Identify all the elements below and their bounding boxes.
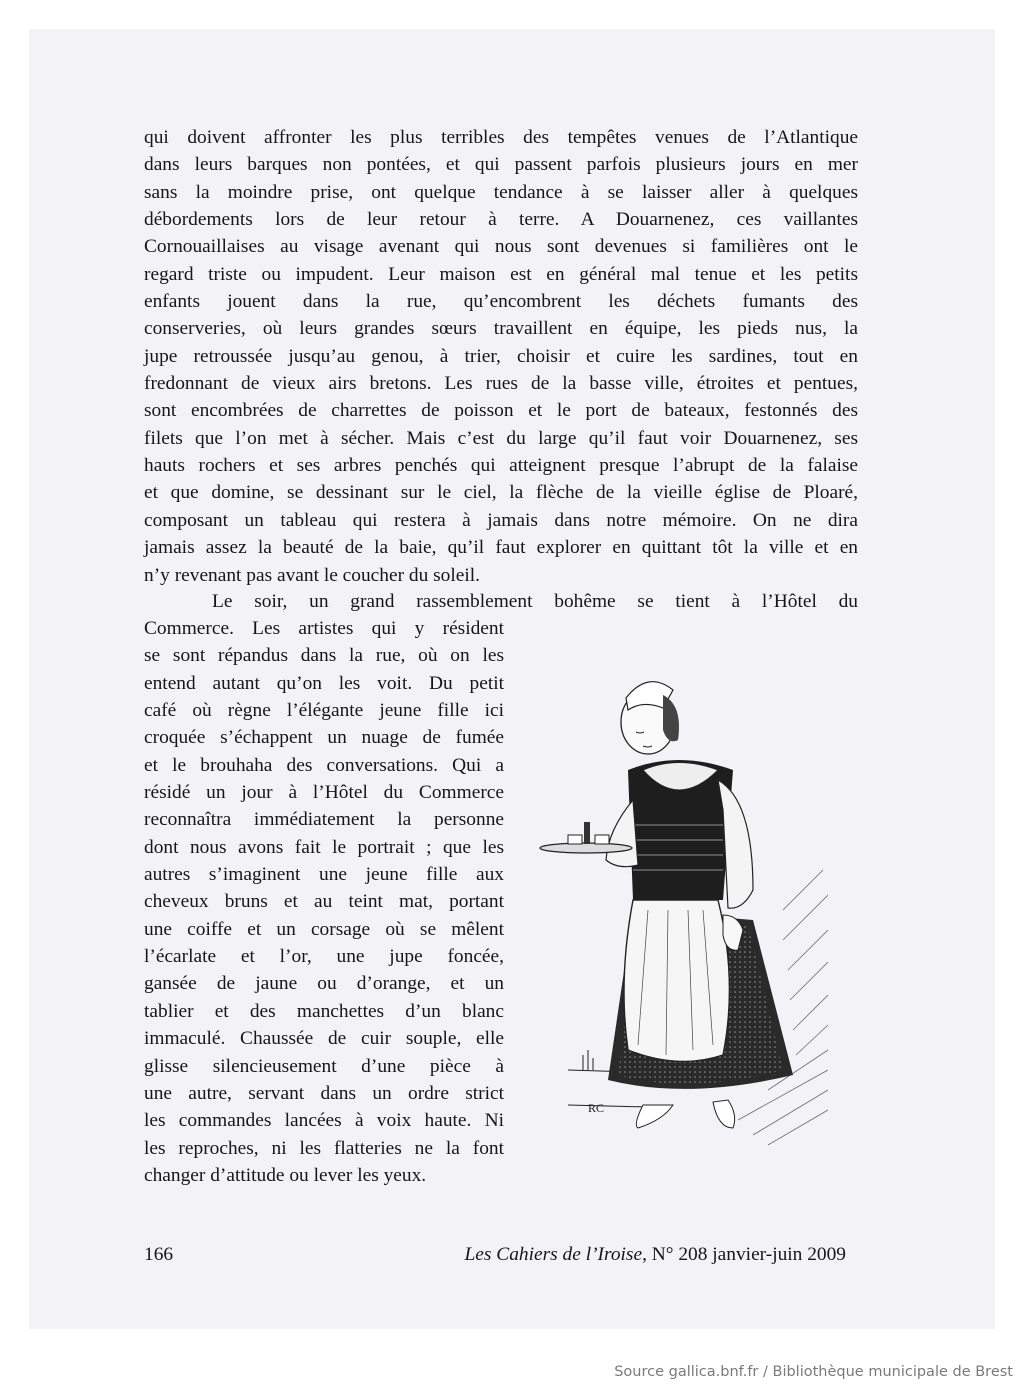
text-line: changer d’attitude ou lever les yeux. [144,1164,427,1186]
text-line: autres s’imaginent une jeune fille aux [144,864,504,886]
shoe [713,1100,735,1128]
hair [663,695,679,741]
text-line: se sont répandus dans la rue, où on les [144,645,504,667]
shoe [636,1105,673,1128]
paragraph-2-column [144,615,504,1189]
text-line: jupe retroussée jusqu’au genou, à trier, choisir et cuire les sardines, tout en [144,345,858,367]
text-line: débordements lors de leur retour à terre. A Douarnenez, ces vaillantes [144,209,858,231]
text-line: cheveux bruns et au teint mat, portant [144,891,504,913]
text-line: Le soir, un grand rassemblement bohême se tient à l’Hôtel du [212,591,858,612]
text-line: dont nous avons fait le portrait ; que les [144,836,504,858]
text-line: Commerce. Les artistes qui y résident [144,618,504,639]
journal-title: Les Cahiers de l’Iroise [464,1244,643,1265]
text-line: n’y revenant pas avant le coucher du soleil. [144,564,480,586]
cup [568,835,582,844]
text-line: les commandes lancées à voix haute. Ni [144,1110,504,1132]
text-line: conserveries, où leurs grandes sœurs travaillent en équipe, les pieds nus, la [144,318,858,340]
text-line: Cornouaillaises au visage avenant qui nous sont devenues si familières ont le [144,236,858,258]
text-line: tablier et des manchettes d’un blanc [144,1000,504,1022]
source-credit: Source gallica.bnf.fr / Bibliothèque municipale de Brest [614,1364,1013,1380]
text-line: jamais assez la beauté de la baie, qu’il faut explorer en quittant tôt la ville et en [144,537,858,559]
text-line: enfants jouent dans la rue, qu’encombrent les déchets fumants des [144,291,858,313]
waitress-illustration [538,650,828,1190]
text-line: gansée de jaune ou d’orange, et un [144,973,504,995]
text-line: café où règne l’élégante jeune fille ici [144,700,504,722]
tray [540,843,632,853]
text-line: et le brouhaha des conversations. Qui a [144,754,504,776]
text-line: hauts rochers et ses arbres penchés qui atteignent presque l’abrupt de la falaise [144,455,858,477]
text-line: glisse silencieusement d’une pièce à [144,1055,504,1077]
page-number: 166 [144,1244,174,1265]
text-line: l’écarlate et l’or, une jupe foncée, [144,946,504,968]
text-line: qui doivent affronter les plus terribles des tempêtes venues de l’Atlantique [144,127,858,148]
arm [606,800,638,867]
bottle [584,822,590,844]
paragraph-2-first-line [144,588,858,615]
text-line: entend autant qu’on les voit. Du petit [144,672,504,694]
text-line: fredonnant de vieux airs bretons. Les rues de la basse ville, étroites et pentues, [144,373,858,395]
artist-signature: RC [588,1101,605,1115]
journal-issue: , N° 208 janvier-juin 2009 [642,1244,846,1265]
text-line: composant un tableau qui restera à jamais dans notre mémoire. On ne dira [144,509,858,531]
paragraph-1 [144,124,858,589]
text-line: reconnaîtra immédiatement la personne [144,809,504,831]
text-line: sans la moindre prise, ont quelque tendance à se laisser aller à quelques [144,181,858,203]
text-line: croquée s’échappent un nuage de fumée [144,727,504,749]
text-line: et que domine, se dessinant sur le ciel, la flèche de la vieille église de Ploaré, [144,482,858,504]
text-line: regard triste ou impudent. Leur maison est en général mal tenue et les petits [144,263,858,285]
text-line: les reproches, ni les flatteries ne la font [144,1137,504,1159]
text-line: résidé un jour à l’Hôtel du Commerce [144,782,504,804]
text-line: immaculé. Chaussée de cuir souple, elle [144,1028,504,1050]
text-line: une coiffe et un corsage où se mêlent [144,918,504,940]
text-line: sont encombrées de charrettes de poisson et le port de bateaux, festonnés des [144,400,858,422]
text-line: une autre, servant dans un ordre strict [144,1082,504,1104]
journal-citation [465,1244,847,1266]
cup [595,835,609,844]
text-line: dans leurs barques non pontées, et qui passent parfois plusieurs jours en mer [144,154,858,176]
apron [624,900,729,1061]
text-line: filets que l’on met à sécher. Mais c’est du large qu’il faut voir Douarnenez, ses [144,427,858,449]
